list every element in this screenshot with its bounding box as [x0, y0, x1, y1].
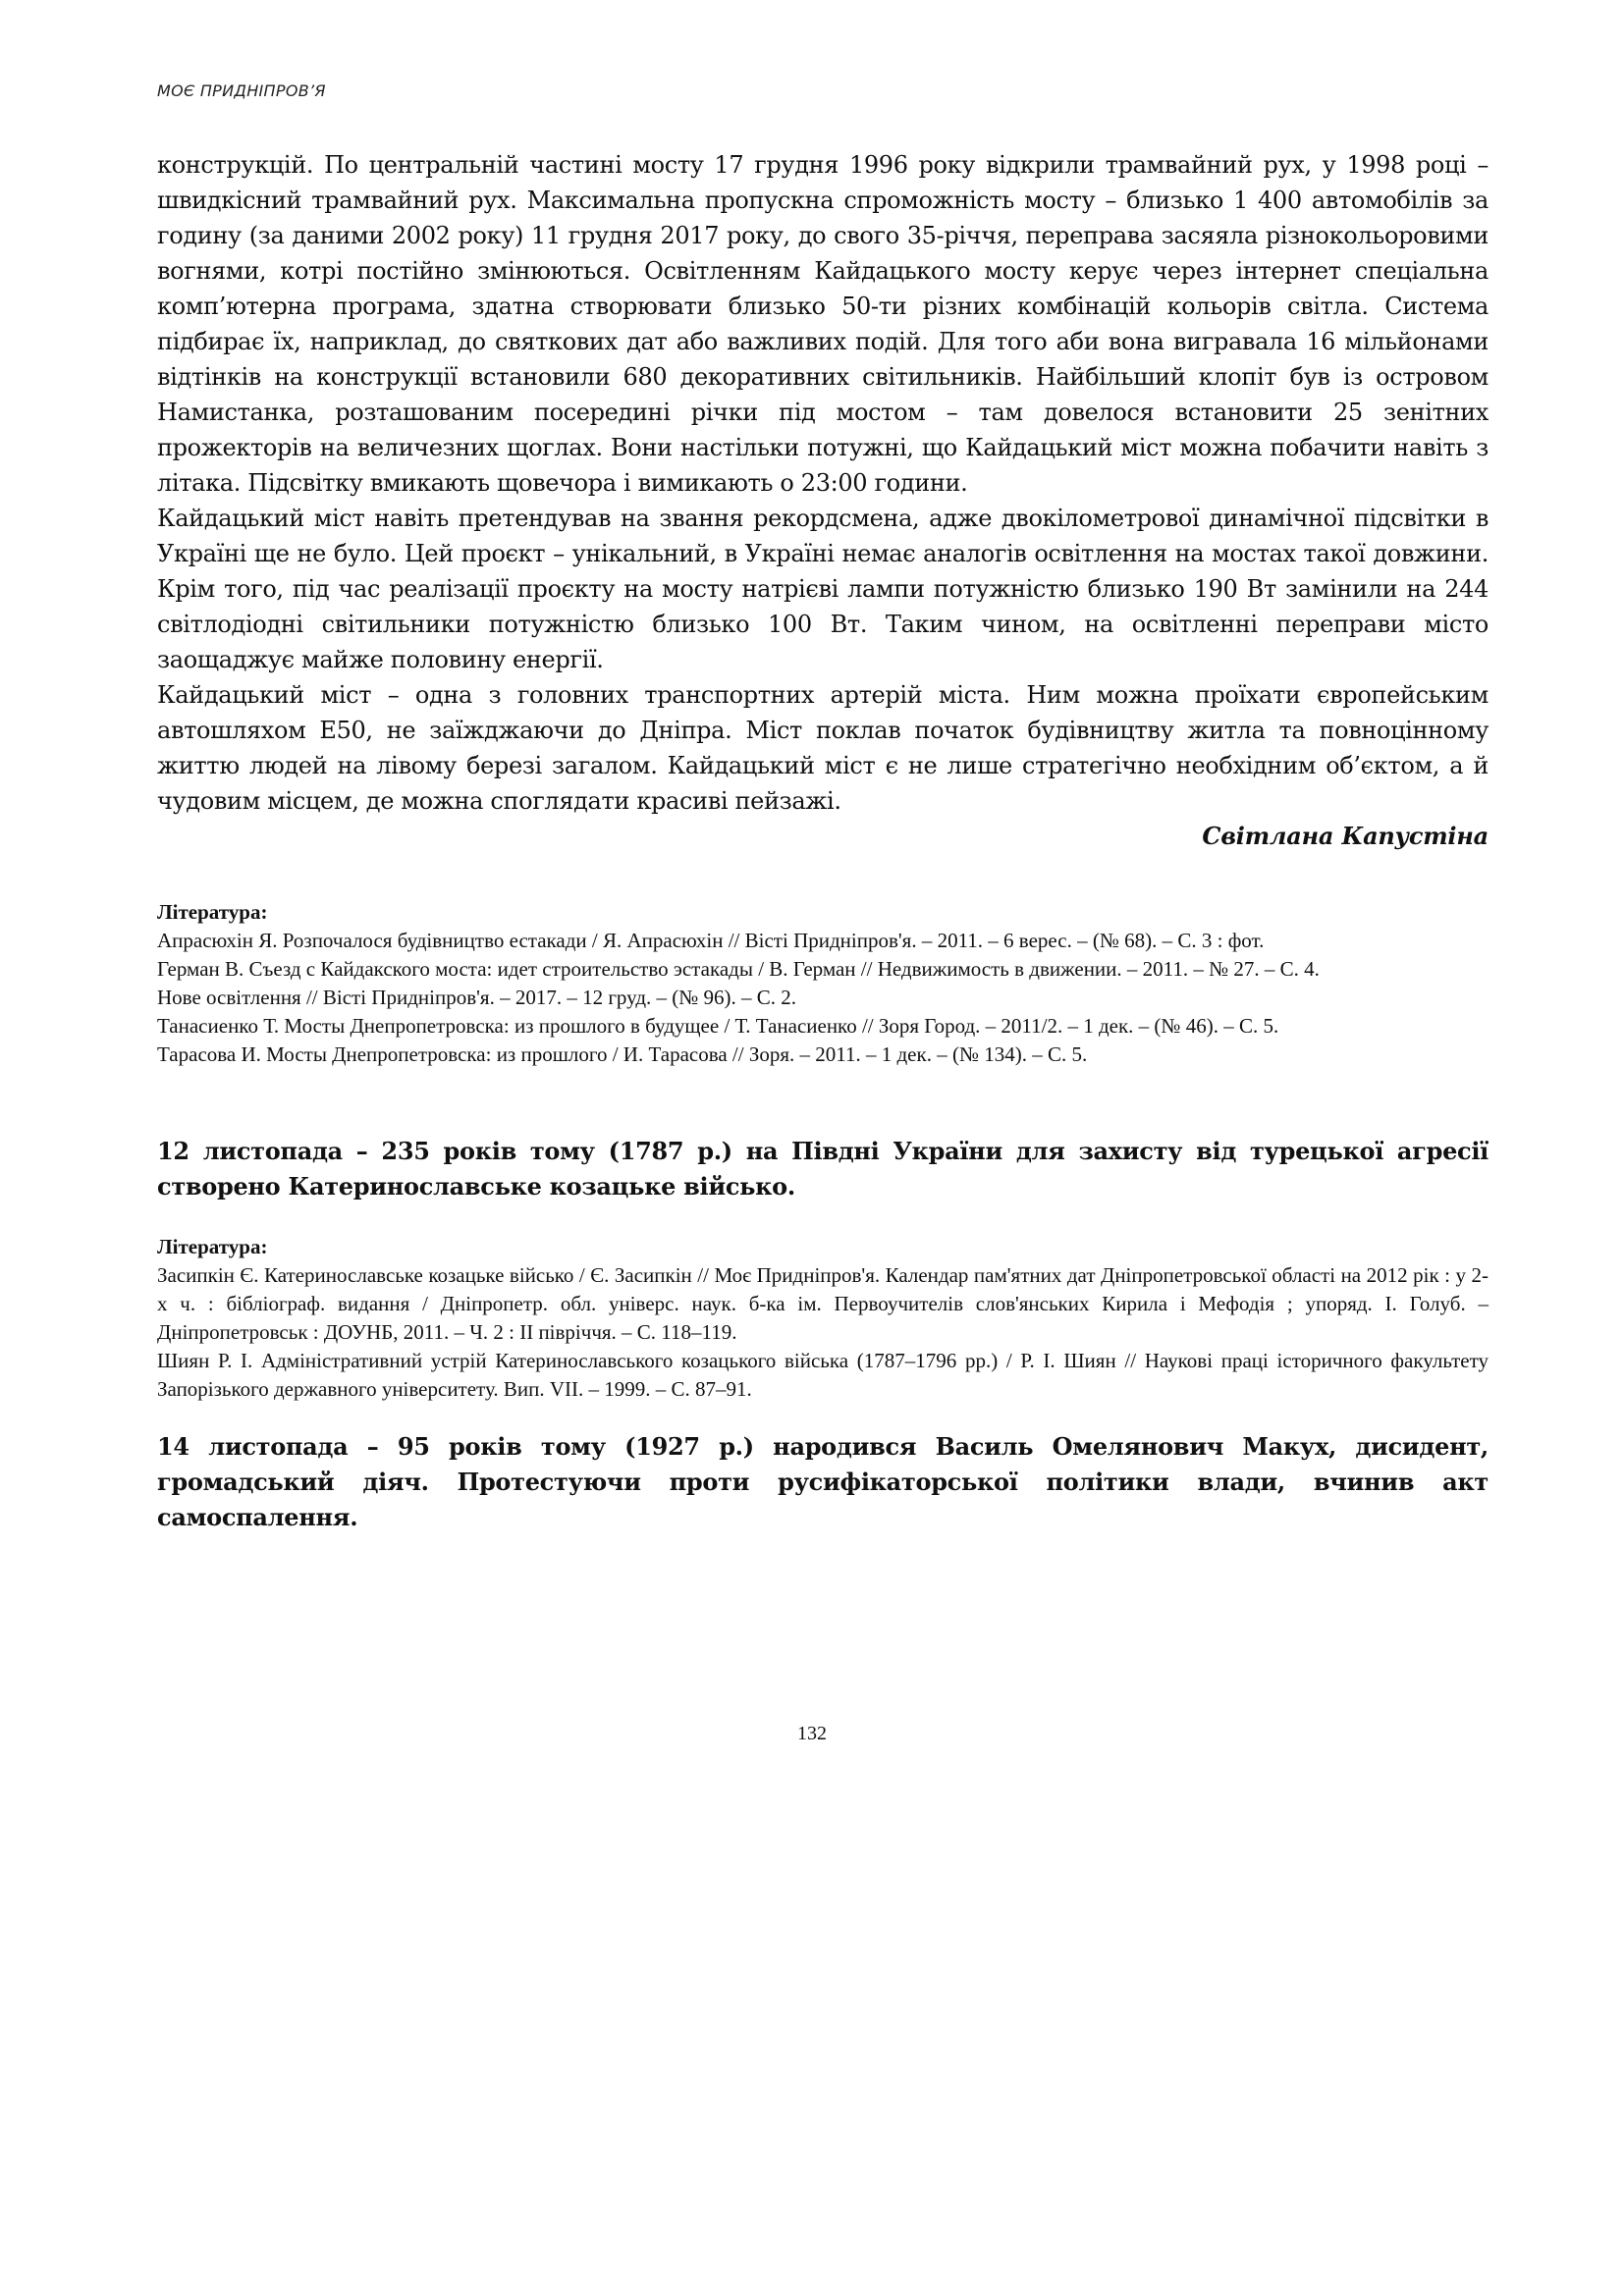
running-header: МОЄ ПРИДНІПРОВ’Я [157, 81, 326, 100]
event-heading-nov-12: 12 листопада – 235 років тому (1787 р.) на Півдні України для захисту від турецької агресії створено Катеринославське козацьке військо. [157, 1137, 1489, 1201]
reference-item: Засипкін Є. Катеринославське козацьке військо / Є. Засипкін // Моє Придніпров'я. Календар пам'ятних дат Дніпропетровської області на 2012 рік : у 2-х ч. : бібліограф. видання / Дніпропетр. обл. універс. наук. б-ка ім. Первоучителів слов'янських Кирила і Мефодія ; упоряд. І. Голуб. – Дніпропетровськ : ДОУНБ, 2011. – Ч. 2 : ІІ півріччя. – С. 118–119. [157, 1263, 1489, 1344]
reference-item: Апрасюхін Я. Розпочалося будівництво естакади / Я. Апрасюхін // Вісті Придніпров'я. – 2011. – 6 верес. – (№ 68). – С. 3 : фот. [157, 929, 1265, 952]
literature-heading: Література: [157, 900, 268, 924]
reference-item: Герман В. Съезд с Кайдакского моста: идет строительство эстакады / В. Герман // Недвижимость в движении. – 2011. – № 27. – С. 4. [157, 957, 1320, 981]
article-paragraph-1: конструкцій. По центральній частині мосту 17 грудня 1996 року відкрили трамвайний рух, у 1998 році – швидкісний трамвайний рух. Максимальна пропускна спроможність мосту – близько 1 400 автомобілів за годину (за даними 2002 року) 11 грудня 2017 року, до свого 35-річчя, переправа засяяла різнокольоровими вогнями, котрі постійно змінюються. Освітленням Кайдацького мосту керує через інтернет спеціальна комп’ютерна програма, здатна створювати близько 50-ти різних комбінацій кольорів світла. Система підбирає їх, наприклад, до святкових дат або важливих подій. Для того аби вона вигравала 16 мільйонами відтінків на конструкції встановили 680 декоративних світильників. Найбільший клопіт був із островом Намистанка, розташованим посередині річки під мостом – там довелося встановити 25 зенітних прожекторів на величезних щоглах. Вони настільки потужні, що Кайдацький міст можна побачити навіть з літака. Підсвітку вмикають щовечора і вимикають о 23:00 години. [157, 151, 1489, 497]
reference-list [157, 1261, 1489, 1404]
author-signature: Світлана Капустіна [1202, 822, 1489, 850]
event-heading-nov-14: 14 листопада – 95 років тому (1927 р.) народився Василь Омелянович Макух, дисидент, громадський діяч. Протестуючи проти русифікаторської політики влади, вчинив акт самоспалення. [157, 1432, 1489, 1531]
article-paragraph-3: Кайдацький міст – одна з головних транспортних артерій міста. Ним можна проїхати європейським автошляхом Е50, не заїжджаючи до Дніпра. Міст поклав початок будівництву житла та повноцінному життю людей на лівому березі загалом. Кайдацький міст є не лише стратегічно необхідним об’єктом, а й чудовим місцем, де можна споглядати красиві пейзажі. [157, 681, 1489, 815]
page-number: 132 [797, 1723, 827, 1744]
page-content [157, 147, 1489, 1535]
reference-item: Шиян Р. І. Адміністративний устрій Катеринославського козацького війська (1787–1796 рр.) / Р. І. Шиян // Наукові праці історичного факультету Запорізького державного університету. Вип. VII. – 1999. – С. 87–91. [157, 1349, 1489, 1401]
reference-item: Нове освітлення // Вісті Придніпров'я. – 2017. – 12 груд. – (№ 96). – С. 2. [157, 986, 797, 1009]
article-paragraph-2: Кайдацький міст навіть претендував на звання рекордсмена, адже двокілометрової динамічної підсвітки в Україні ще не було. Цей проєкт – унікальний, в Україні немає аналогів освітлення на мостах такої довжини. Крім того, під час реалізації проєкту на мосту натрієві лампи потужністю близько 190 Вт замінили на 244 світлодіодні світильники потужністю близько 100 Вт. Таким чином, на освітленні переправи місто заощаджує майже половину енергії. [157, 505, 1489, 673]
reference-item: Тарасова И. Мосты Днепропетровска: из прошлого / И. Тарасова // Зоря. – 2011. – 1 дек. – (№ 134). – С. 5. [157, 1042, 1088, 1066]
article-body [157, 147, 1489, 819]
literature-heading: Література: [157, 1235, 268, 1258]
reference-item: Танасиенко Т. Мосты Днепропетровска: из прошлого в будущее / Т. Танасиенко // Зоря Город. – 2011/2. – 1 дек. – (№ 46). – С. 5. [157, 1014, 1279, 1038]
reference-list [157, 927, 1489, 1069]
